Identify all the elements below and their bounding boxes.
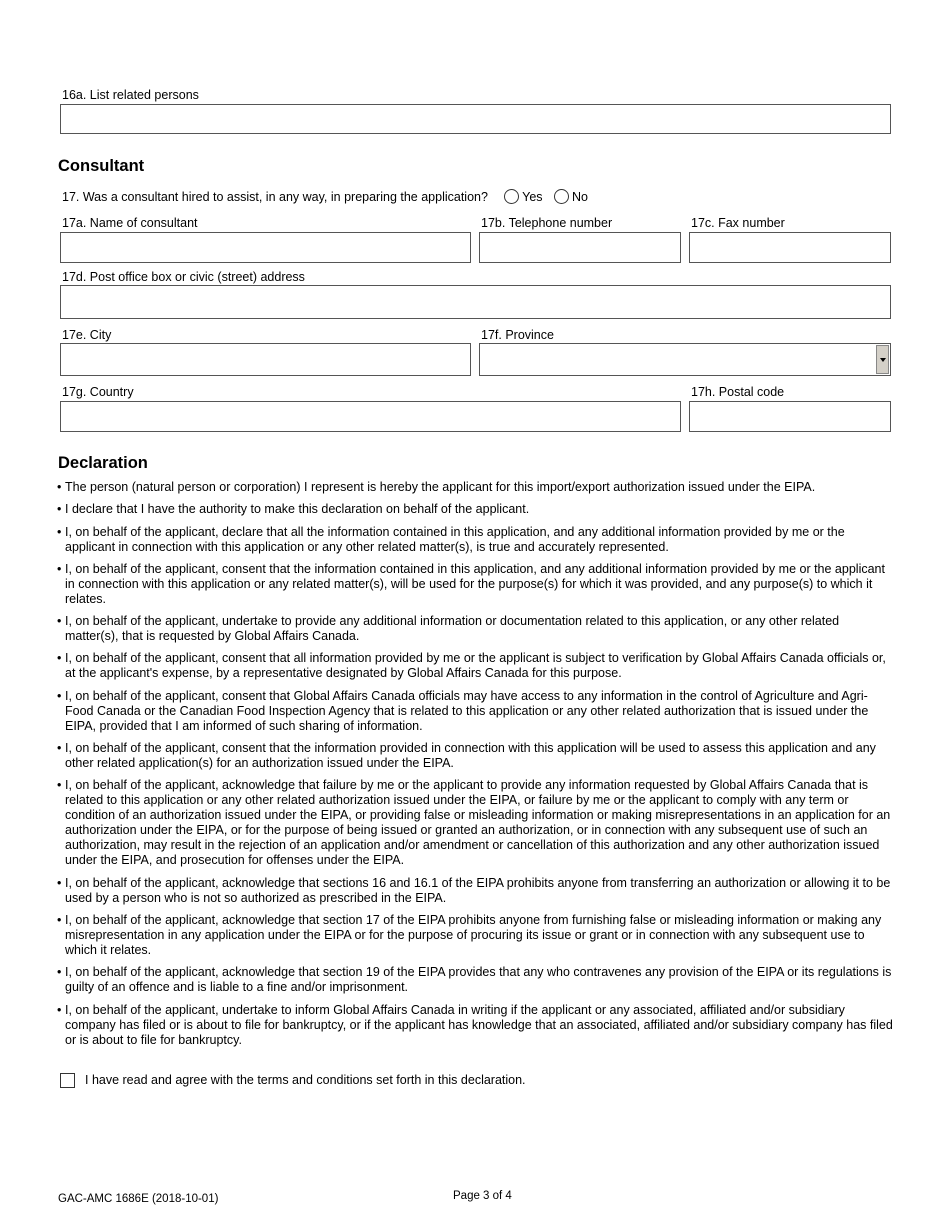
consultant-country-label: 17g. Country	[62, 385, 134, 399]
consultant-fax-label: 17c. Fax number	[691, 216, 785, 230]
declaration-item: • I, on behalf of the applicant, acknowledge that section 19 of the EIPA provides that any who contravenes any provision of the EIPA or its regulations is guilty of an offence and is liable to a fine and/or imprisonment.	[57, 965, 895, 995]
consultant-yes-radio[interactable]	[504, 189, 519, 204]
consultant-fax-input[interactable]	[689, 232, 891, 263]
declaration-item: • I, on behalf of the applicant, consent that all information provided by me or the applicant is subject to verification by Global Affairs Canada officials or, at the applicant's expense, by a representative designated by Global Affairs Canada for this purpose.	[57, 651, 895, 681]
related-persons-label: 16a. List related persons	[62, 88, 199, 102]
consultant-address-label: 17d. Post office box or civic (street) address	[62, 270, 305, 284]
form-id: GAC-AMC 1686E (2018-10-01)	[58, 1193, 219, 1205]
declaration-list	[57, 480, 895, 1055]
declaration-item: • I, on behalf of the applicant, consent that the information contained in this application, and any additional information provided by me or the applicant in connection with this application or any related matter(s), will be used for the purpose(s) for which it was provided, and any purpose(s) to which it relates.	[57, 562, 895, 607]
consultant-city-input[interactable]	[60, 343, 471, 376]
agree-label: I have read and agree with the terms and conditions set forth in this declaration.	[85, 1073, 526, 1087]
declaration-item: • I, on behalf of the applicant, undertake to inform Global Affairs Canada in writing if the applicant or any associated, affiliated and/or subsidiary company has filed or is about to file for bankruptcy, or if the applicant has knowledge that an associated, affiliated and/or subsidiary company has filed or is about to file for bankruptcy.	[57, 1003, 895, 1048]
consultant-phone-label: 17b. Telephone number	[481, 216, 613, 230]
declaration-item: • I, on behalf of the applicant, declare that all the information contained in this application, and any additional information provided by me or the applicant in connection with this application or any other related matter(s), is true and accurately represented.	[57, 525, 895, 555]
declaration-heading: Declaration	[58, 454, 148, 472]
chevron-down-icon[interactable]	[876, 345, 889, 374]
declaration-item: • I declare that I have the authority to make this declaration on behalf of the applicant.	[57, 502, 895, 517]
consultant-no-label: No	[572, 190, 588, 204]
consultant-no-radio[interactable]	[554, 189, 569, 204]
consultant-phone-input[interactable]	[479, 232, 681, 263]
consultant-yes-label: Yes	[522, 190, 543, 204]
declaration-item: • I, on behalf of the applicant, consent that the information provided in connection with this application will be used to assess this application and any other related application(s) for an authorization issued under the EIPA.	[57, 741, 895, 771]
consultant-city-label: 17e. City	[62, 328, 112, 342]
consultant-province-select[interactable]	[479, 343, 891, 376]
declaration-item: • I, on behalf of the applicant, acknowledge that failure by me or the applicant to provide any information requested by Global Affairs Canada that is related to this application or any other related authorization issued under the EIPA, or failure by me or the applicant to comply with any term or condition of an authorization issued under the EIPA, or providing false or misleading information or making misrepresentations in an application for an authorization under the EIPA, or for the purpose of being issued or granted an authorization, or in connection with any subsequent use of such an authorization, may result in the rejection of an application and/or amendment or cancellation of this authorization and any other authorization issued under the EIPA, and prosecution for offenses under the EIPA.	[57, 778, 895, 868]
consultant-question: 17. Was a consultant hired to assist, in any way, in preparing the application?	[62, 190, 488, 204]
agree-checkbox[interactable]	[60, 1073, 75, 1088]
related-persons-input[interactable]	[60, 104, 891, 134]
declaration-item: • The person (natural person or corporation) I represent is hereby the applicant for this import/export authorization issued under the EIPA.	[57, 480, 895, 495]
consultant-postal-input[interactable]	[689, 401, 891, 432]
declaration-item: • I, on behalf of the applicant, undertake to provide any additional information or documentation related to this application, or any other related matter(s), that is requested by Global Affairs Canada.	[57, 614, 895, 644]
page-number: Page 3 of 4	[453, 1190, 512, 1202]
consultant-province-label: 17f. Province	[481, 328, 554, 342]
consultant-name-input[interactable]	[60, 232, 471, 263]
consultant-postal-label: 17h. Postal code	[691, 385, 785, 399]
consultant-heading: Consultant	[58, 157, 145, 175]
consultant-question-row	[62, 189, 588, 204]
consultant-name-label: 17a. Name of consultant	[62, 216, 198, 230]
declaration-item: • I, on behalf of the applicant, acknowledge that sections 16 and 16.1 of the EIPA prohibits anyone from transferring an authorization or allowing it to be used by a person who is not so authorized as prescribed in the EIPA.	[57, 876, 895, 906]
declaration-item: • I, on behalf of the applicant, acknowledge that section 17 of the EIPA prohibits anyone from furnishing false or misleading information or making any misrepresentation in any application under the EIPA or for the purpose of procuring its issue or grant or in connection with any subsequent use to which it relates.	[57, 913, 895, 958]
declaration-item: • I, on behalf of the applicant, consent that Global Affairs Canada officials may have access to any information in the control of Agriculture and Agri-Food Canada or the Canadian Food Inspection Agency that is related to this application or any other related authorization that is issued under the EIPA, provided that I am informed of such sharing of information.	[57, 689, 895, 734]
consultant-address-input[interactable]	[60, 285, 891, 319]
consultant-country-input[interactable]	[60, 401, 681, 432]
